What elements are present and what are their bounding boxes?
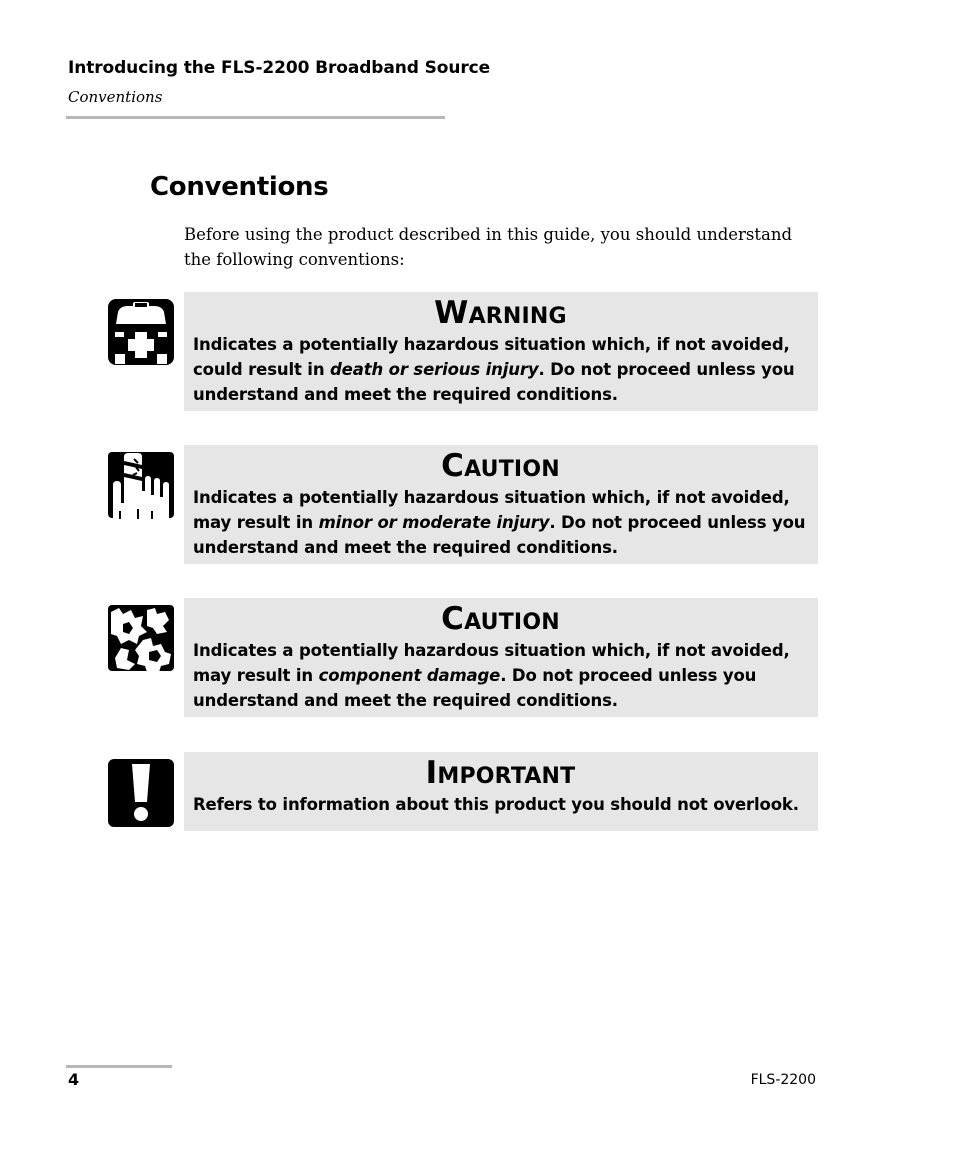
exclamation-icon	[107, 758, 175, 832]
broken-gears-icon	[107, 604, 175, 678]
injured-hand-icon	[107, 451, 175, 525]
header-subtitle: Conventions	[68, 88, 163, 106]
footer-product-name: FLS-2200	[750, 1072, 816, 1088]
ambulance-icon	[107, 298, 175, 372]
footer-divider	[66, 1065, 172, 1068]
notice-title: Caution	[441, 601, 560, 637]
header-divider	[66, 116, 445, 119]
notice-body: Indicates a potentially hazardous situation which, if not avoided, may result in component damage. Do not proceed unless you understand and meet the required conditions.	[193, 641, 790, 710]
important-notice	[184, 752, 818, 831]
caution-injury-notice	[184, 445, 818, 564]
notice-body: Indicates a potentially hazardous situation which, if not avoided, could result in death or serious injury. Do not proceed unless you understand and meet the required conditions.	[193, 335, 795, 404]
notice-title: Warning	[434, 295, 567, 331]
header-title: Introducing the FLS-2200 Broadband Source	[68, 58, 491, 78]
page-number: 4	[68, 1070, 80, 1089]
notice-title: Important	[425, 755, 576, 791]
notice-body: Indicates a potentially hazardous situation which, if not avoided, may result in minor or moderate injury. Do not proceed unless you understand and meet the required conditions.	[193, 488, 806, 557]
section-heading: Conventions	[150, 172, 329, 202]
caution-damage-notice	[184, 598, 818, 717]
notice-title: Caution	[441, 448, 560, 484]
notice-body: Refers to information about this product you should not overlook.	[193, 795, 799, 814]
intro-paragraph: Before using the product described in this guide, you should understand the following conventions:	[184, 225, 793, 269]
warning-notice	[184, 292, 818, 411]
